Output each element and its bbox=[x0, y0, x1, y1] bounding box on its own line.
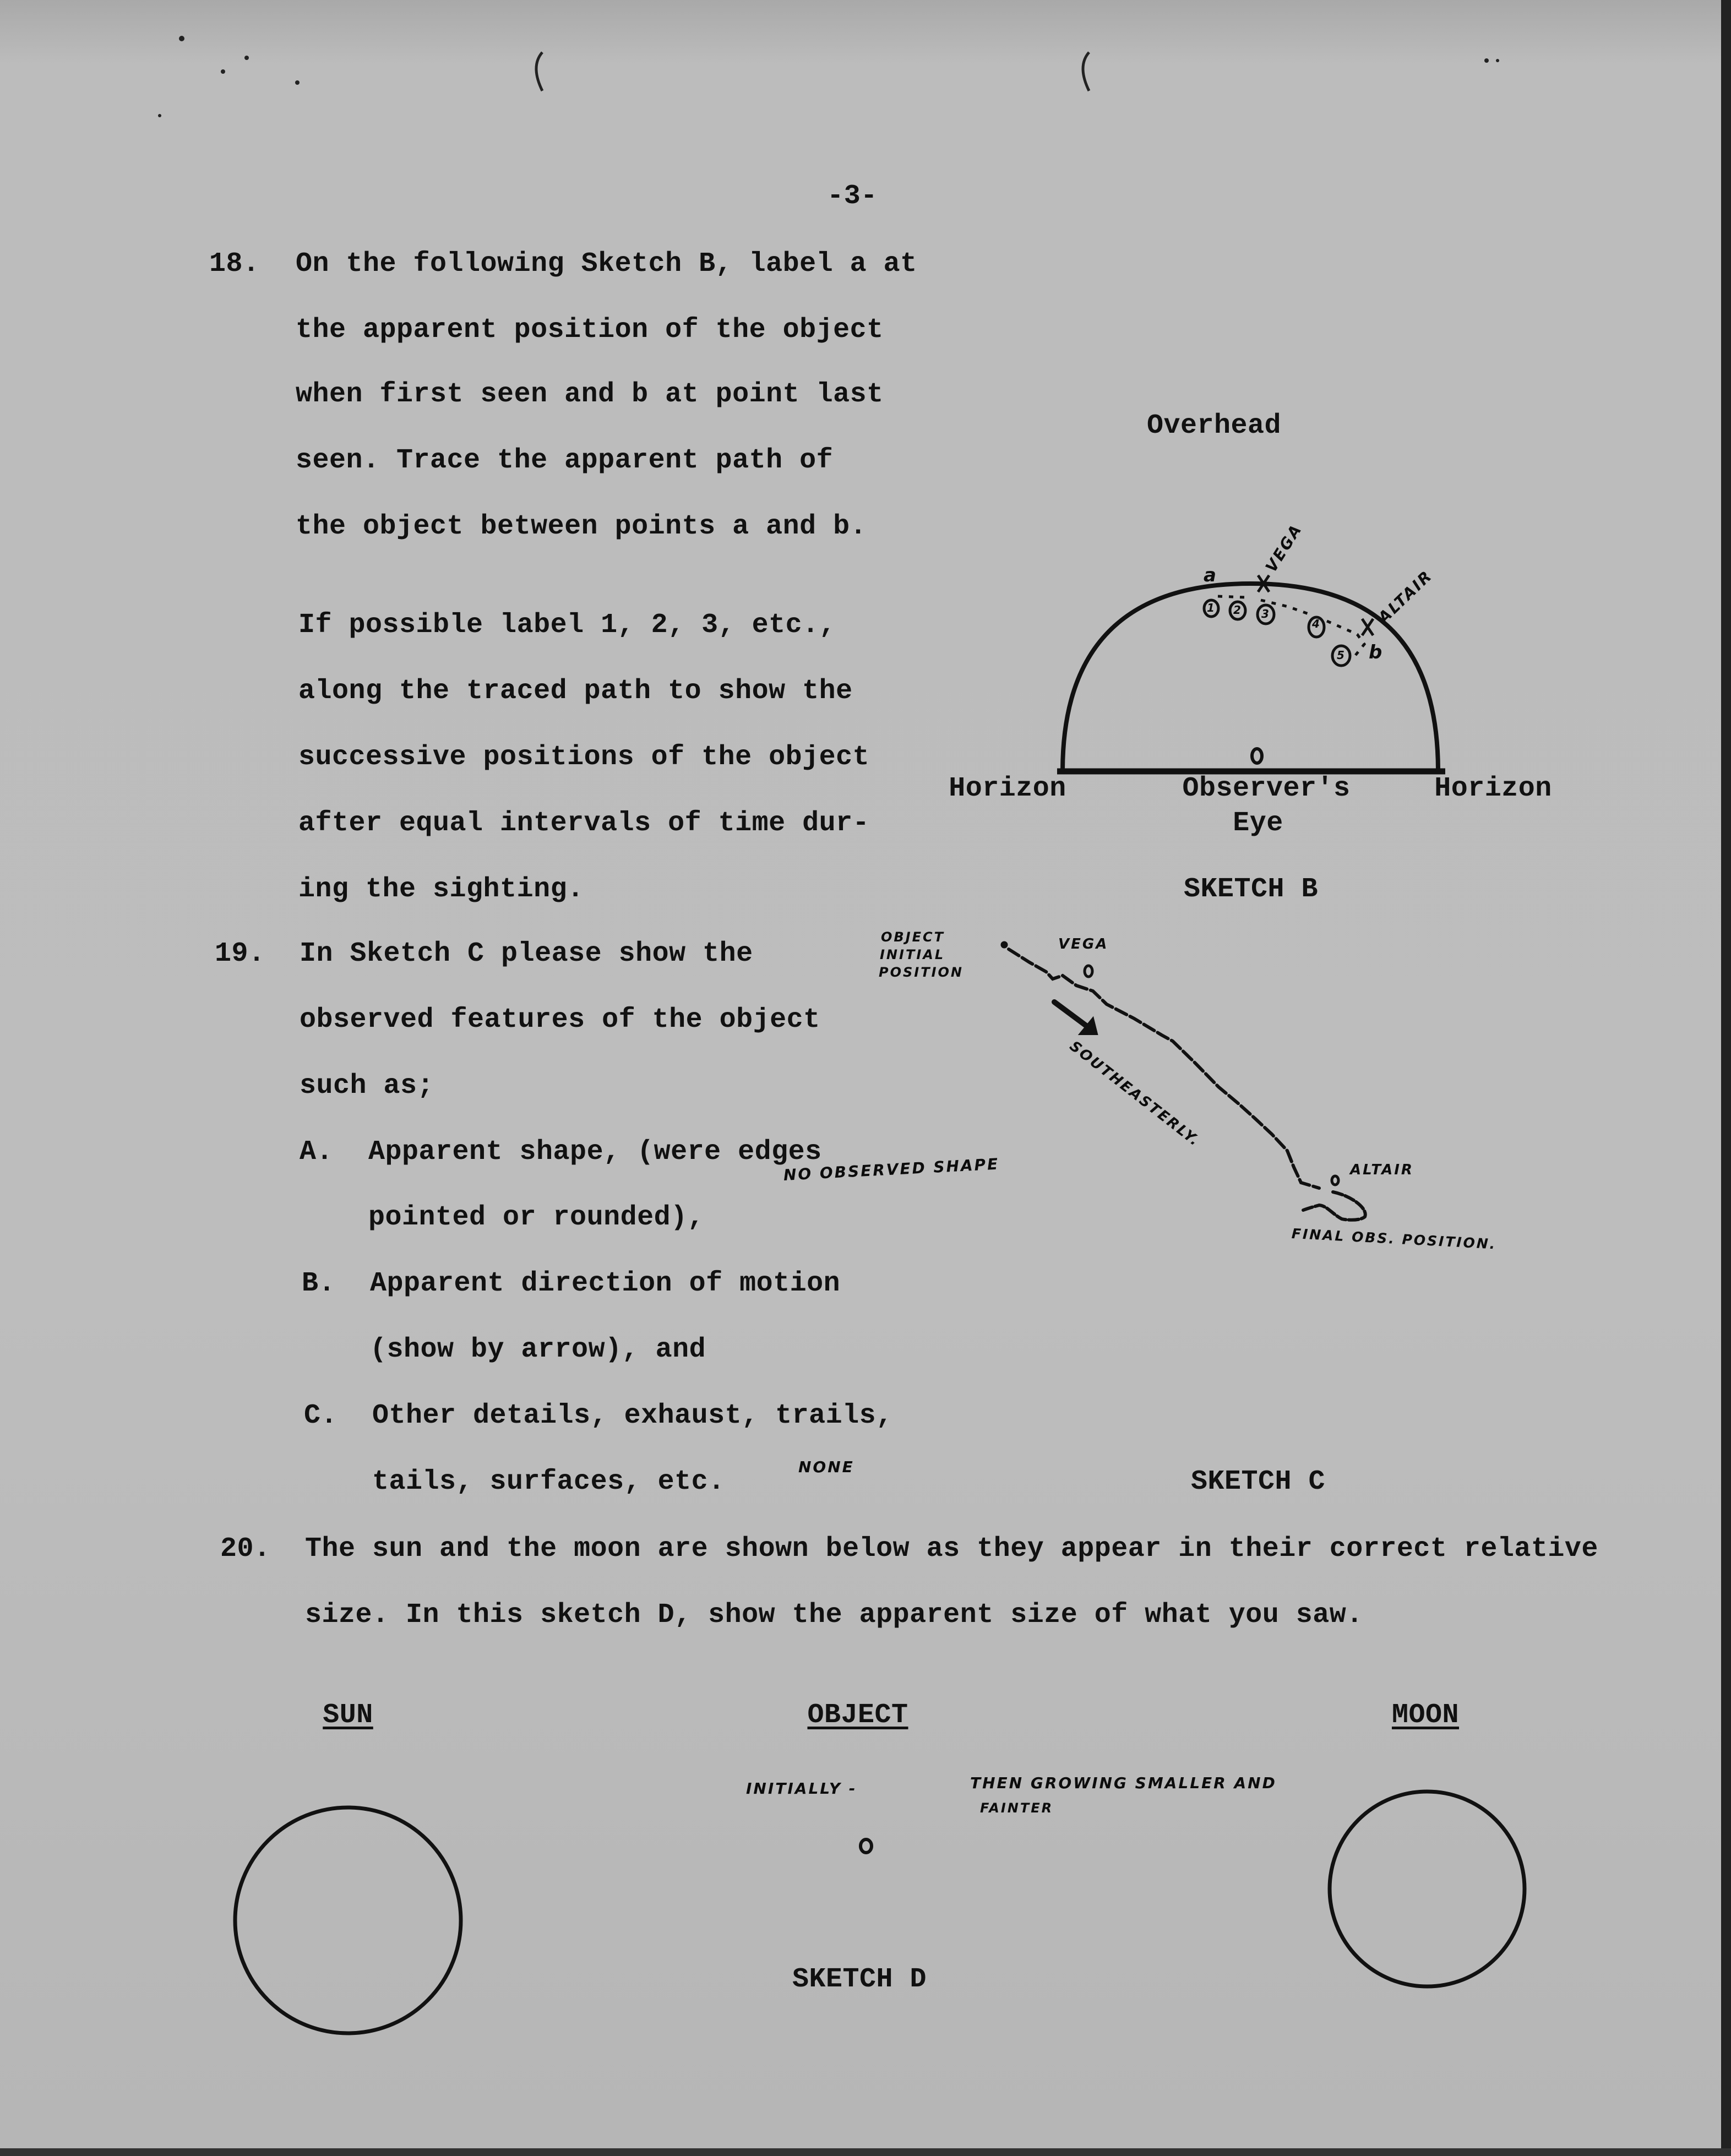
initial-label-line: POSITION bbox=[879, 965, 964, 980]
q18-line: On the following Sketch B, label a at bbox=[296, 248, 917, 280]
q19-item-line: tails, surfaces, etc. bbox=[372, 1466, 725, 1498]
q19-number: 19. bbox=[215, 938, 265, 970]
final-position-label: FINAL OBS. POSITION. bbox=[1291, 1226, 1497, 1253]
sky-dome-arc bbox=[1063, 584, 1438, 771]
point-b-label: b bbox=[1369, 641, 1384, 663]
horizon-right-label: Horizon bbox=[1434, 773, 1552, 804]
point-a-label: a bbox=[1204, 564, 1218, 586]
q19-item-line: (show by arrow), and bbox=[370, 1334, 706, 1365]
q18-line: after equal intervals of time dur- bbox=[298, 808, 870, 839]
q19-item-line: pointed or rounded), bbox=[368, 1202, 705, 1233]
q19-item-letter: B. bbox=[302, 1268, 336, 1299]
q19-item-line: Apparent shape, (were edges bbox=[368, 1136, 822, 1168]
altair-star-mark bbox=[1362, 619, 1373, 635]
object-initial-dot bbox=[1001, 941, 1008, 948]
observer-eye-mark bbox=[1252, 749, 1262, 763]
scan-artifacts bbox=[158, 36, 1499, 117]
q18-line: ing the sighting. bbox=[298, 874, 584, 905]
sketch-c-diagram bbox=[1001, 941, 1365, 1220]
sketch-b-diagram bbox=[1057, 575, 1445, 771]
vega-label-c: VEGA bbox=[1058, 936, 1109, 952]
q18-line: seen. Trace the apparent path of bbox=[296, 445, 834, 476]
eye-label: Eye bbox=[1233, 808, 1283, 839]
q20-line: size. In this sketch D, show the apparent size of what you saw. bbox=[305, 1599, 1363, 1631]
initial-label-line: OBJECT bbox=[881, 929, 945, 945]
sun-label: SUN bbox=[323, 1700, 373, 1731]
q20-number: 20. bbox=[220, 1533, 271, 1565]
vega-mark bbox=[1085, 966, 1092, 977]
altair-label-c: ALTAIR bbox=[1350, 1162, 1414, 1178]
direction-label: SOUTHEASTERLY. bbox=[1066, 1038, 1204, 1150]
sun-circle bbox=[235, 1807, 461, 2033]
overhead-label: Overhead bbox=[1146, 410, 1282, 442]
initial-label-line: INITIAL bbox=[880, 947, 945, 962]
object-size-mark bbox=[861, 1839, 872, 1853]
q18-line: the apparent position of the object bbox=[296, 314, 884, 346]
sketch-d-caption: SKETCH D bbox=[792, 1964, 927, 1995]
handwritten-details-answer: NONE bbox=[798, 1458, 854, 1476]
position-5: 5 bbox=[1337, 649, 1344, 662]
position-3: 3 bbox=[1261, 607, 1269, 620]
q19-line: observed features of the object bbox=[300, 1004, 820, 1036]
q18-line: successive positions of the object bbox=[298, 742, 870, 773]
q18-line: along the traced path to show the bbox=[298, 676, 853, 707]
q19-line: such as; bbox=[300, 1070, 434, 1102]
position-2: 2 bbox=[1233, 603, 1241, 617]
observer-label: Observer's bbox=[1182, 773, 1351, 804]
q19-item-letter: C. bbox=[304, 1400, 338, 1431]
sketch-c-caption: SKETCH C bbox=[1190, 1466, 1326, 1498]
q19-item-line: Apparent direction of motion bbox=[370, 1268, 841, 1299]
altair-mark bbox=[1332, 1176, 1338, 1185]
handwritten-shape-answer: NO OBSERVED SHAPE bbox=[783, 1155, 1000, 1184]
object-size-note: THEN GROWING SMALLER AND bbox=[970, 1774, 1277, 1792]
q18-number: 18. bbox=[209, 248, 260, 280]
moon-circle bbox=[1330, 1792, 1525, 1986]
object-label: OBJECT bbox=[807, 1700, 908, 1731]
q18-line: the object between points a and b. bbox=[296, 511, 867, 542]
moon-label: MOON bbox=[1391, 1700, 1460, 1731]
q19-line: In Sketch C please show the bbox=[300, 938, 753, 970]
q19-item-line: Other details, exhaust, trails, bbox=[372, 1400, 893, 1431]
final-loop bbox=[1303, 1192, 1365, 1220]
horizon-left-label: Horizon bbox=[949, 773, 1066, 804]
altair-label-b: ALTAIR bbox=[1374, 566, 1436, 627]
sketch-b-caption: SKETCH B bbox=[1183, 874, 1319, 905]
object-size-note: INITIALLY - bbox=[746, 1779, 857, 1798]
q18-line: when first seen and b at point last bbox=[296, 379, 884, 410]
object-position-circles bbox=[1204, 600, 1350, 666]
page-number: -3- bbox=[827, 181, 878, 212]
q20-line: The sun and the moon are shown below as they appear in their correct relative bbox=[305, 1533, 1598, 1565]
object-path bbox=[1009, 949, 1319, 1188]
q18-line: If possible label 1, 2, 3, etc., bbox=[298, 609, 836, 641]
position-4: 4 bbox=[1312, 617, 1320, 630]
object-size-note: FAINTER bbox=[980, 1800, 1054, 1816]
position-1: 1 bbox=[1207, 601, 1215, 614]
vega-label-b: VEGA bbox=[1262, 520, 1306, 576]
q19-item-letter: A. bbox=[300, 1136, 334, 1168]
